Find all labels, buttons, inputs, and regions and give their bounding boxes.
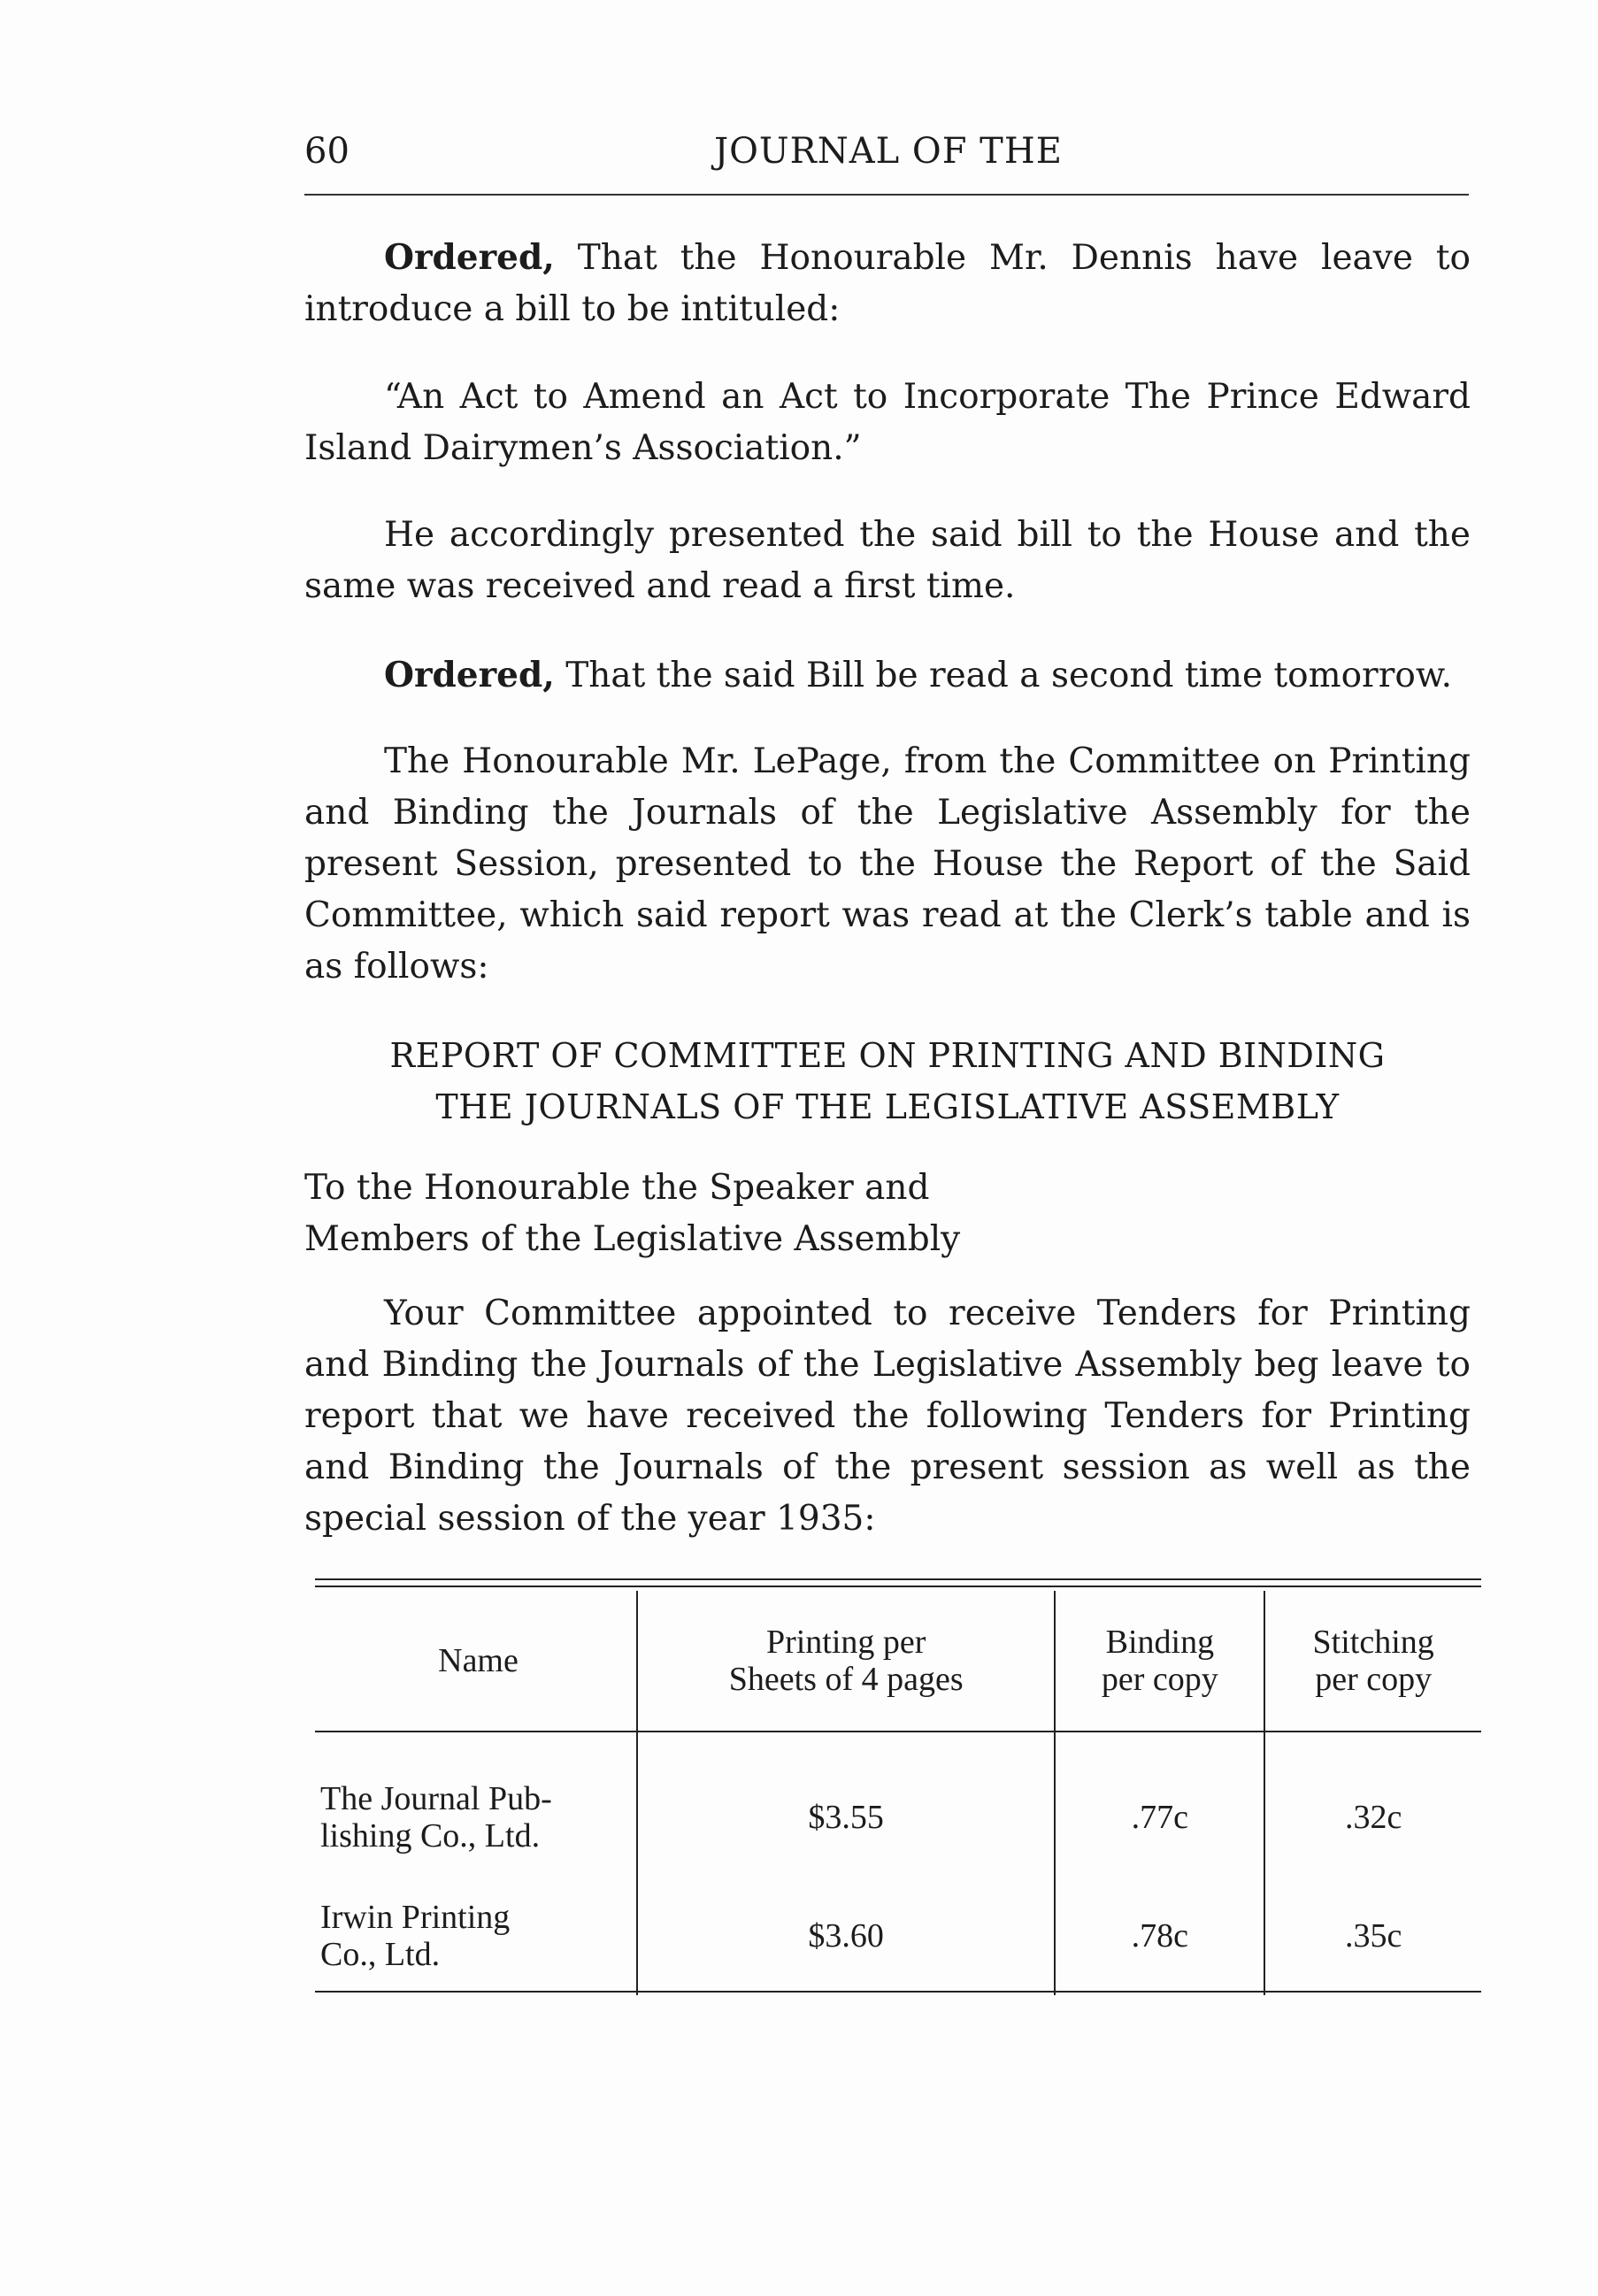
header-binding: Binding per copy [1055, 1591, 1264, 1732]
cell-binding: .78c [1055, 1877, 1264, 1995]
paragraph-lead: Ordered, [384, 655, 555, 695]
cell-name: Irwin Printing Co., Ltd. [320, 1899, 511, 1973]
paragraph-text: That the Honourable Mr. Dennis have leave to introduce a bill to be intituled: [304, 238, 1471, 329]
paragraph-text: “An Act to Amend an Act to Incorporate The Prince Edward Island Dairymen’s Association.” [304, 377, 1471, 468]
running-title: JOURNAL OF THE [714, 131, 1063, 172]
header-stitching: Stitching per copy [1264, 1591, 1481, 1732]
address-line-1: To the Honourable the Speaker and [304, 1168, 930, 1208]
page-number: 60 [304, 131, 350, 172]
header-printing: Printing per Sheets of 4 pages [637, 1591, 1055, 1732]
page-header [304, 131, 1469, 184]
paragraph-text: The Honourable Mr. LePage, from the Committee on Printing and Binding the Journals of the Legislative Assembly for the present Session, presented to the House the Report of the Said Committee, which said report was read at the Clerk’s table and is as follows: [304, 741, 1471, 987]
table-row [315, 1732, 1481, 1877]
table-top-rule-double [315, 1586, 1481, 1587]
cell-printing: $3.60 [637, 1877, 1055, 1995]
table-bottom-rule [315, 1991, 1481, 1993]
paragraph-committee-report [304, 736, 1471, 993]
paragraph-text: That the said Bill be read a second time tomorrow. [565, 656, 1452, 695]
tenders-table [315, 1591, 1481, 1995]
report-title-line-1: REPORT OF COMMITTEE ON PRINTING AND BINDING [389, 1036, 1386, 1075]
cell-stitching: .32c [1264, 1732, 1481, 1877]
report-title-line-2: THE JOURNALS OF THE LEGISLATIVE ASSEMBLY [435, 1087, 1340, 1126]
address-line-2: Members of the Legislative Assembly [304, 1219, 961, 1259]
paragraph-order-leave [304, 232, 1471, 335]
cell-stitching: .35c [1264, 1877, 1481, 1995]
table-header-row [315, 1591, 1481, 1732]
cell-name: The Journal Pub- lishing Co., Ltd. [320, 1780, 552, 1854]
cell-binding: .77c [1055, 1732, 1264, 1877]
paragraph-bill-title [304, 372, 1471, 474]
report-address [304, 1163, 1471, 1265]
paragraph-lead: Ordered, [384, 237, 555, 278]
cell-printing: $3.55 [637, 1732, 1055, 1877]
paragraph-bill-presented [304, 510, 1471, 612]
report-body [304, 1288, 1471, 1545]
paragraph-text: Your Committee appointed to receive Tenders for Printing and Binding the Journals of the Legislative Assembly beg leave to report that we have received the following Tenders for Printing and Binding the Journals of the present session as well as the special session of the year 1935: [304, 1294, 1471, 1539]
table-row [315, 1877, 1481, 1995]
header-name: Name [315, 1591, 637, 1732]
header-rule [304, 194, 1469, 196]
paragraph-second-reading [304, 649, 1471, 702]
table-top-rule [315, 1578, 1481, 1580]
paragraph-text: He accordingly presented the said bill to the House and the same was received and read a first time. [304, 515, 1471, 606]
